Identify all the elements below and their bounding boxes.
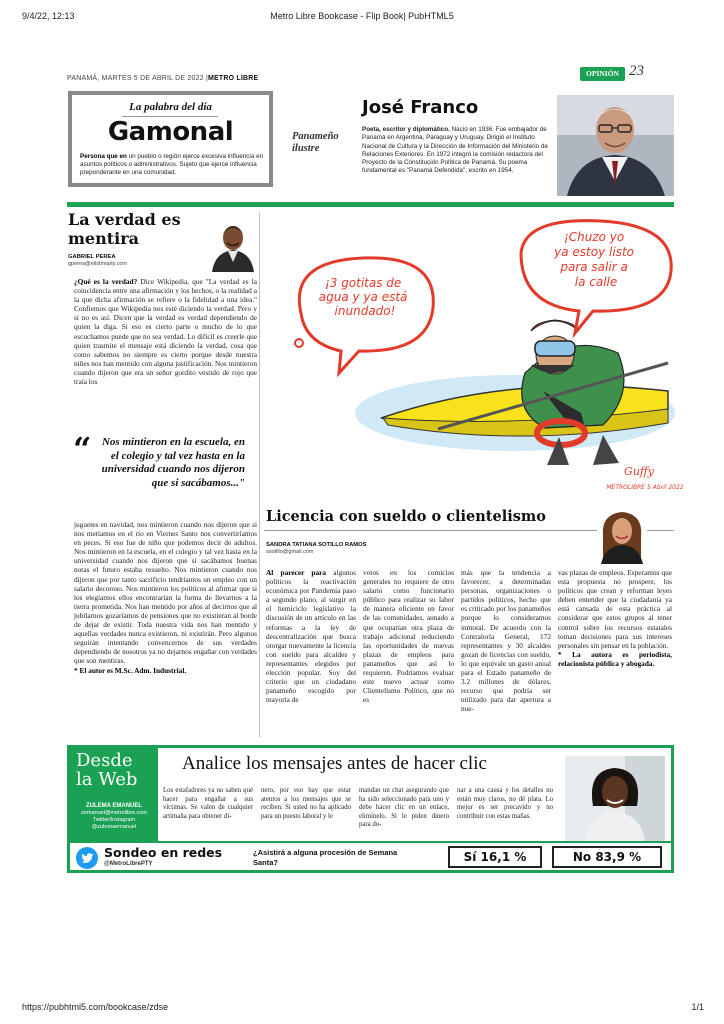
word-of-the-day-box	[68, 91, 273, 187]
notable-name: José Franco	[362, 97, 479, 118]
article2-col1: Al parecer para algunos políticos la reactivación económica por Pandemia paso a segundo plano, al surgir en el hemiciclo legislativo la discusión de un artículo en las reformas a la ley de descentralización que busca otorgar nuevamente la licencia con sueldo para alcaldes y representantes elegidos por elección popular. Soy del criterio que un ciudadano panameño escogido por mayoría de	[266, 568, 356, 705]
desde-la-web-col3: mandan un chat asegurando que ha sido seleccionado para uno y debe hacer clic en un enlace, elimínelo. Si le piden dinero para do-	[359, 787, 449, 829]
newspaper-page	[67, 60, 684, 935]
social-label: Twitter/Instagram	[92, 817, 136, 823]
desde-la-web-col1: Los estafadores ya no saben qué hacer para engañar a sus víctimas. Se valen de cualquier artimaña para obtener di-	[163, 787, 253, 820]
desde-la-web-box	[67, 745, 674, 873]
cartoon-date: METROLIBRE 5 Abril 2022	[606, 484, 684, 491]
notable-portrait	[557, 95, 674, 196]
article-title: La verdad es mentira	[68, 210, 181, 248]
page-number: 23	[629, 63, 644, 79]
sondeo-bar	[70, 841, 671, 870]
sondeo-question: ¿Asistirá a alguna procesión de Semana Santa?	[253, 848, 398, 867]
top-section-rule	[67, 202, 674, 207]
masthead-date: PANAMÁ, MARTES 5 DE ABRIL DE 2022 |METRO LIBRE	[67, 75, 259, 82]
article-footnote: * El autor es M.Sc. Adm. Industrial.	[74, 665, 187, 675]
desde-la-web-headline: Analice los mensajes antes de hacer clic	[182, 753, 487, 774]
desde-la-web-panel	[70, 748, 158, 841]
print-page-count: 1/1	[691, 1002, 704, 1012]
article-body-p2: juguetes en navidad, nos mintieron cuando nos dijeron que si nos metíamos en el río en Viernes Santo nos convertiríamos en peces. Si eso fue de niño que podemos decir de adultos. Nos mintieron en la escuela, en el colegio y tal vez hasta en la universidad cuando nos dijeron que si sacábamos buenas notas el futuro estaba resuelto. Nos mintieron cuando nos dijeron que por tanto sacrificio tendríamos un empleo con un salario decoroso. Nos mintieron los políticos al afirmar que si los elegíamos ellos encontrarían la forma de llevarnos a la tierra prometida. Nos han mentido por años al decirnos que al jubilarnos gozaríamos de pensiones que no existieran al borde de dejar de existir. Toda nuestra vida nos han mentido y aquellas verdades nunca existieron, ni existirán. Pero algunos seguirán intentando convencernos de sus verdades dependiendo de nosotros ya no dejarnos engañar con verdades que son mentiras. * El autor es M.Sc. Adm. Industrial.	[74, 520, 257, 675]
sondeo-title: Sondeo en redes	[104, 845, 223, 860]
quote-mark-icon: “	[73, 430, 92, 468]
sondeo-no-result: No 83,9 %	[552, 846, 662, 868]
browser-footer	[0, 996, 724, 1024]
print-timestamp: 9/4/22, 12:13	[22, 11, 75, 21]
article-author-email: gperea@elistmopty.com	[68, 261, 127, 267]
desde-la-web-title: Desde la Web	[76, 750, 138, 790]
sondeo-yes-result: Sí 16,1 %	[448, 846, 542, 868]
browser-header	[0, 0, 724, 28]
article2-footnote: * La autora es periodista, relacionista pública y abogada.	[558, 649, 672, 668]
article2-author-photo	[597, 506, 647, 564]
article2-author: SANDRA TATIANA SOTILLO RAMOS	[266, 542, 367, 548]
columnist-email: zemanuel@metrolibre.com	[81, 810, 147, 816]
article2-col3: más que la tendencia a favorecer, a determinadas personas, organizaciones o partidos políticos, hecho que es criticado por los panameños porque lo consideramos inmoral. De acuerdo con la Contraloría General, 172 representantes y 30 alcaldes gozan de licencias con sueldo, lo que equivale un gasto anual para el Estado panameño de 3.2 millones de dólares, recurso que podría ser utilizado para dar apertura a nue-	[461, 568, 551, 714]
article2-title: Licencia con sueldo o clientelismo	[266, 508, 546, 525]
columnist-info	[73, 803, 155, 831]
column-divider	[259, 212, 260, 737]
sondeo-handle: @MetroLibrePTY	[104, 861, 153, 867]
page-url: https://pubhtml5.com/bookcase/zdse	[22, 1002, 169, 1012]
article2-col4: vas plazas de empleos. Esperamos que esta propuesta no prospere, los políticos que crean y reforman leyes deben entender que la ciudadanía ya está cansada de esta práctica al considerar que estos grupos al tener control sobre los recursos estatales toman decisiones para sus intereses personales sin pensar en la población. * La autora es periodista, relacionista pública y abogada.	[558, 568, 672, 668]
article-body-p1: ¿Qué es la verdad? Dice Wikipedia, que "La verdad es la coincidencia entre una afirmación y los hechos, o la realidad a la que dicha afirmación se refiere o la fidelidad a una idea." Confiemos que Wikipedia nos esté diciendo la verdad. Pero y si no es así. Dicen que la verdad es verdad dependiendo de quien la diga. Si eso es cierto parte o mucho de lo que escuchamos puede que no sea verdad. Lo difícil es creerle que quien trasmite el mensaje está diciendo la verdad, cosa que como sabemos no siempre es cierto porque desde nuestra niñes nos han mentido con alguna justificación. Nos mintieron cuando dijeron que era un señor gordito vestido de rojo que traía los	[74, 277, 257, 387]
masthead-brand: METRO LIBRE	[207, 75, 259, 82]
social-handle: @zulemaemanuel	[91, 824, 137, 830]
cartoon-bubble-left: ¡3 gotitas de agua y ya está inundado!	[318, 276, 408, 318]
cartoon-bubble-right: ¡Chuzo yo ya estoy listo para salir a la calle	[554, 230, 635, 289]
word-of-the-day: Gamonal	[107, 117, 234, 147]
article-author: GABRIEL PEREA	[68, 254, 116, 260]
twitter-bird-icon	[76, 847, 98, 869]
article2-col2: votos en los comicios generales no requiere de otro salario como funcionario público para realizar su labor de manera eficiente en favor de las comunidades, aunado a que ocuparían otra plaza de trabajo adicional reduciendo las oportunidades de nuevas plazas de empleos para panameños que así lo requieren. Podríamos evaluar este nuevo actuar como Clientelismo Político, que no es	[363, 568, 454, 705]
editorial-cartoon	[263, 213, 684, 510]
desde-la-web-col2: nero, por eso hay que estar atentos a los mensajes que se reciben. Si usted no ha aplicado para un puesto laboral y le	[261, 787, 351, 820]
pull-quote: Nos mintieron en la escuela, en el colegio y tal vez hasta en la universidad cuando nos dijeron que si sacábamos..."	[101, 436, 245, 489]
desde-la-web-col4: nar a una causa y los detalles no están muy claros, no dé plata. Lo mejor es ser precavido y no contribuir con estas mañas.	[457, 787, 553, 820]
browser-page-title: Metro Libre Bookcase - Flip Book| PubHTML5	[270, 11, 454, 21]
section-tab-opinion: OPINIÓN	[580, 67, 625, 81]
columnist-photo	[565, 756, 665, 841]
word-definition: Persona que en un pueblo o región ejerce excesiva influencia en asuntos políticos o administrativos. Sujeto que ejerce influencia preponderante en una comunidad.	[80, 153, 264, 177]
columnist-name: ZULEMA EMANUEL	[85, 803, 143, 809]
author-photo	[210, 218, 256, 272]
word-of-the-day-label: La palabra del día	[129, 101, 212, 113]
cartoonist-signature: Guffy	[624, 465, 654, 478]
notable-tagline: Panameño ilustre	[292, 131, 339, 154]
article2-author-email: ssotillo@gmail.com	[266, 549, 314, 555]
notable-bio: Poeta, escritor y diplomático. Nació en 1936. Fue embajador de Panamá en Argentina, Paraguay y Uruguay. Dirigió el Instituto Nacional de Cultura y la Dirección de Información del Ministerio de Relaciones Exteriores. En 1972 integró la comisión redactora del Proyecto de la Constitución Política de Panamá. Su poema fundamental es "Panamá Defendida", escrito en 1954.	[362, 126, 548, 175]
